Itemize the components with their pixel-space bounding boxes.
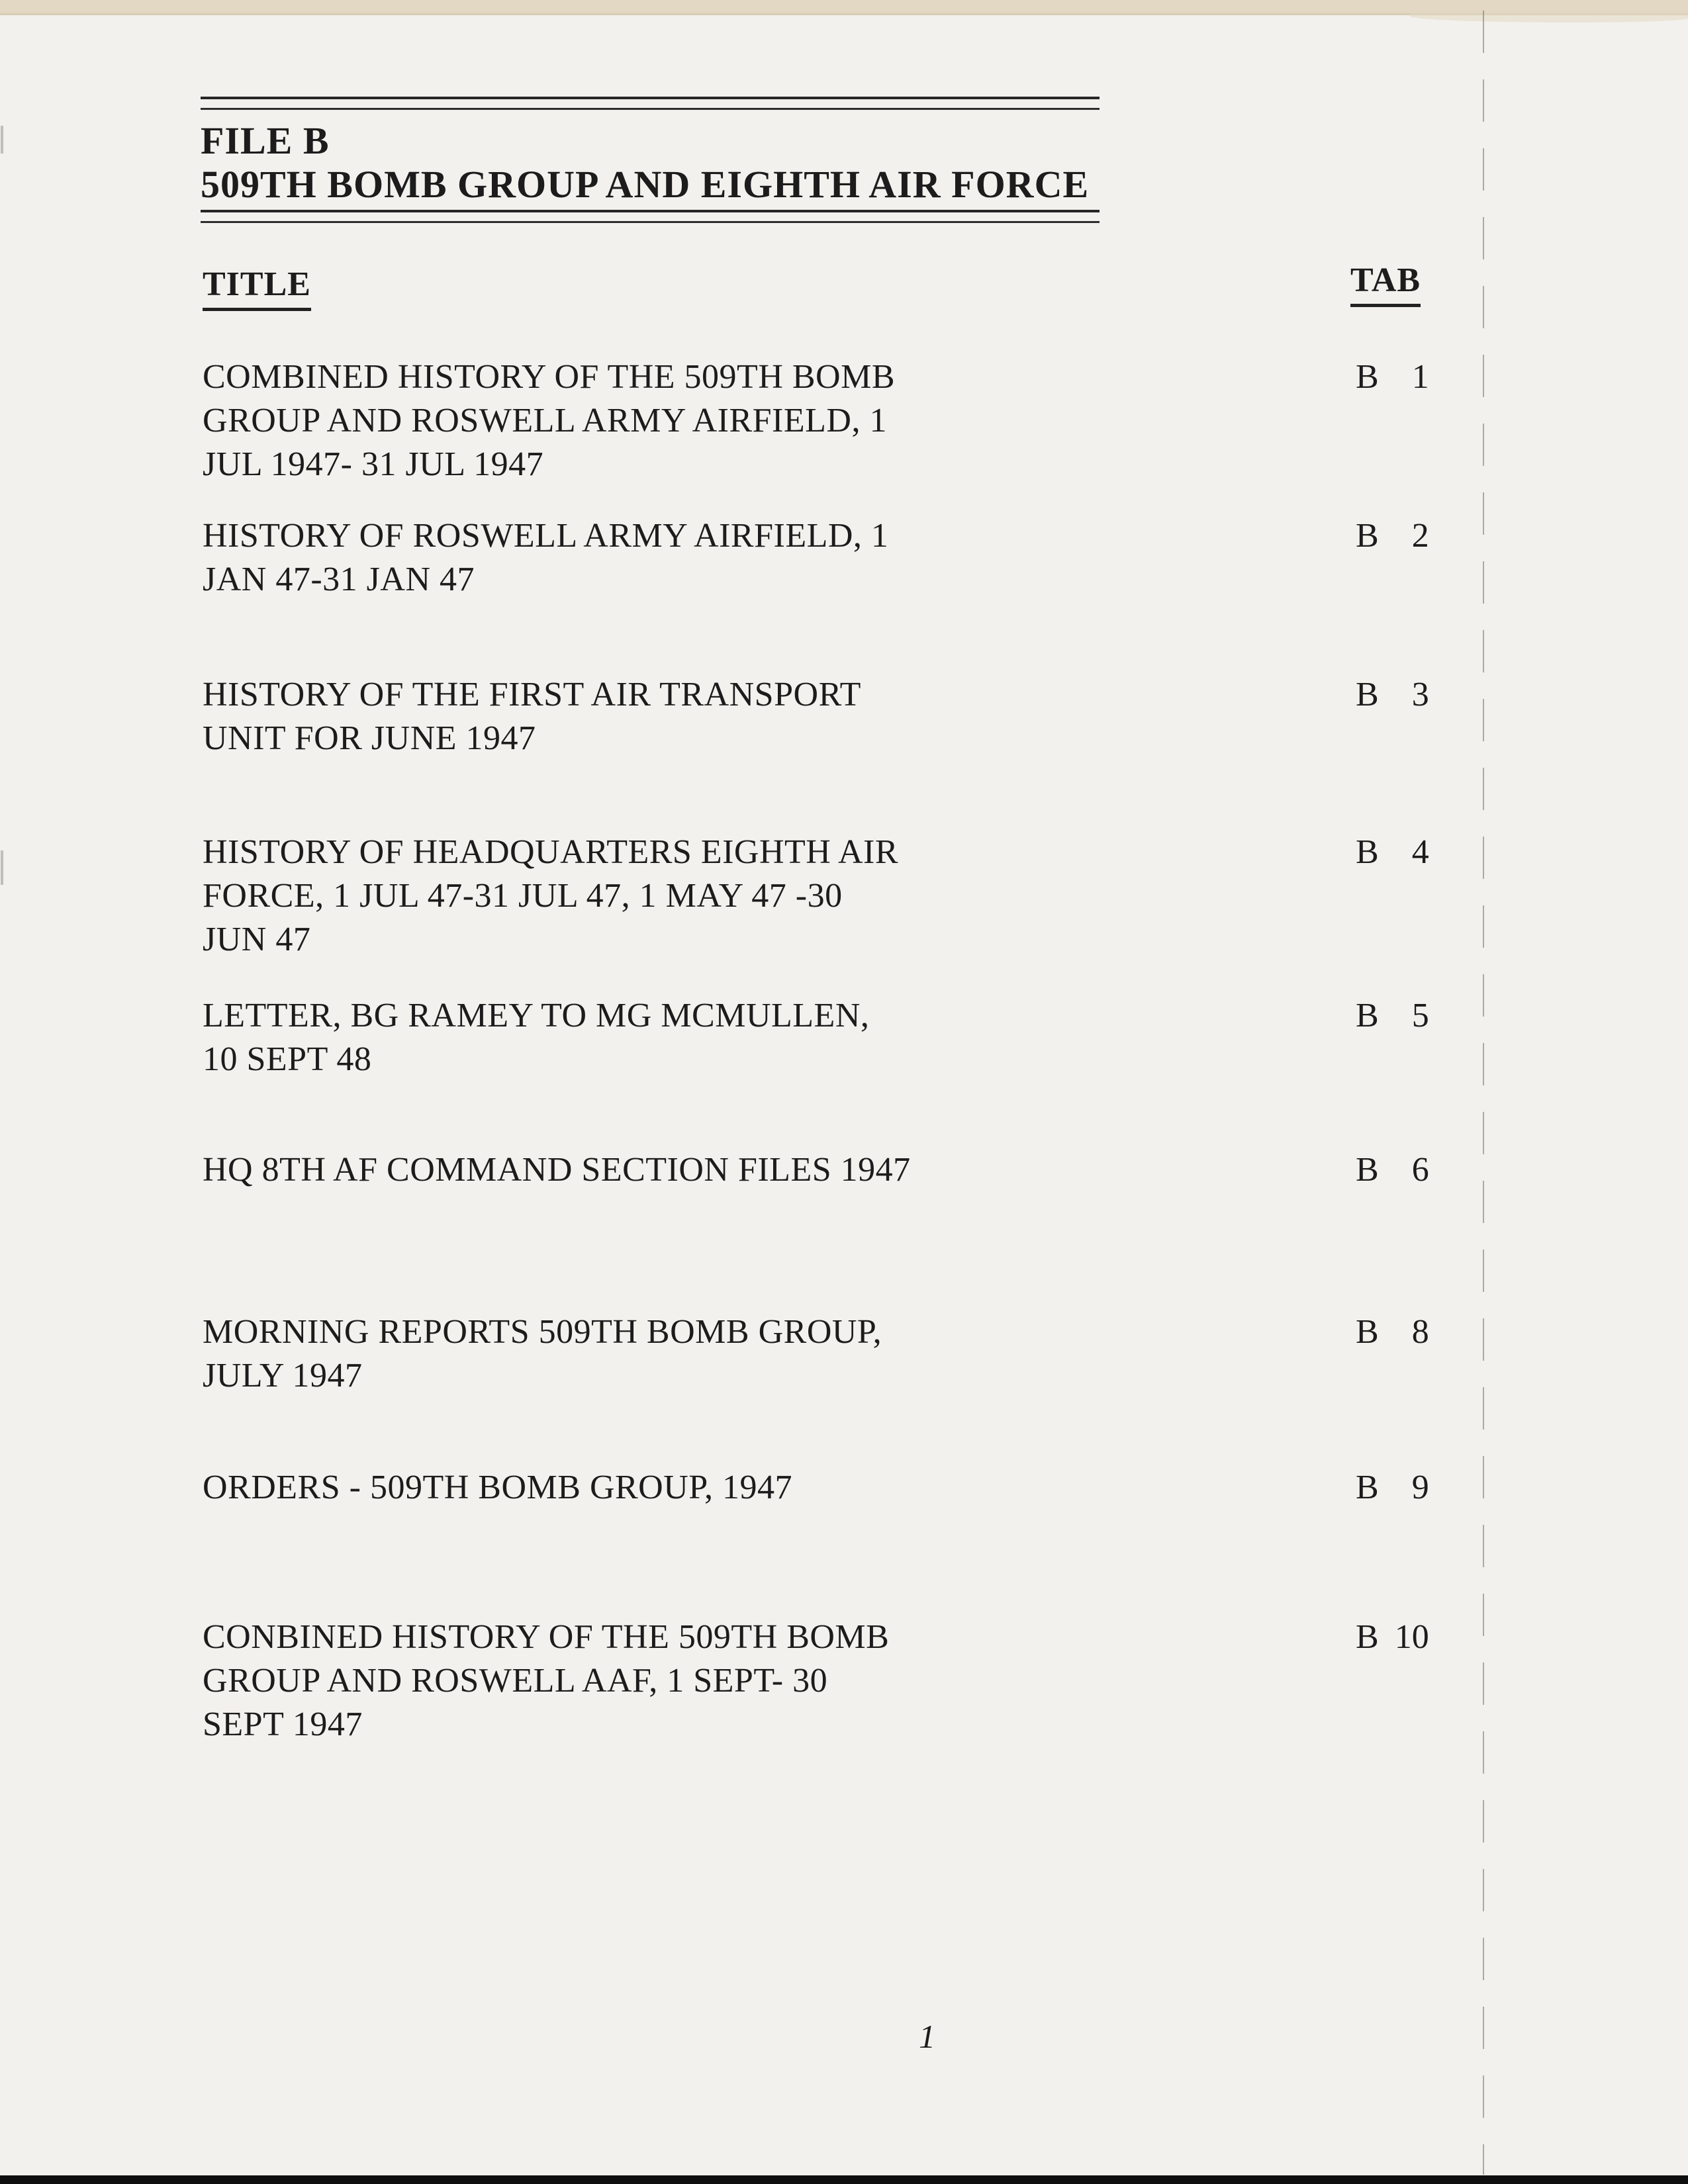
row-tab xyxy=(1356,994,1429,1038)
row-title-line: ORDERS - 509TH BOMB GROUP, 1947 xyxy=(203,1469,792,1506)
row-title-line: JUL 1947- 31 JUL 1947 xyxy=(203,445,544,483)
row-title-line: UNIT FOR JUNE 1947 xyxy=(203,719,536,757)
row-title-line: JULY 1947 xyxy=(203,1357,363,1394)
tab-letter: B xyxy=(1356,676,1379,713)
row-title-line: HISTORY OF HEADQUARTERS EIGHTH AIR xyxy=(203,833,899,871)
tab-letter: B xyxy=(1356,833,1379,871)
row-title-line: MORNING REPORTS 509TH BOMB GROUP, xyxy=(203,1313,882,1351)
toc-row xyxy=(203,994,1474,1081)
toc-row xyxy=(203,1466,1474,1510)
toc-row xyxy=(203,1310,1474,1398)
row-title-line: 10 SEPT 48 xyxy=(203,1040,372,1078)
row-title xyxy=(203,1148,1474,1192)
row-title xyxy=(203,831,1474,962)
toc-row xyxy=(203,831,1474,962)
tab-number: 2 xyxy=(1411,517,1429,555)
row-title xyxy=(203,514,1474,602)
page-title: 509TH BOMB GROUP AND EIGHTH AIR FORCE xyxy=(201,163,1090,206)
tab-letter: B xyxy=(1356,1313,1379,1351)
tab-number: 6 xyxy=(1411,1151,1429,1189)
page-number: 1 xyxy=(919,2018,935,2055)
row-title xyxy=(203,1310,1474,1398)
tab-number: 10 xyxy=(1394,1618,1429,1656)
row-tab xyxy=(1356,514,1429,558)
row-title xyxy=(203,994,1474,1081)
row-title-line: JUN 47 xyxy=(203,921,311,958)
tab-number: 1 xyxy=(1411,358,1429,396)
tab-letter: B xyxy=(1356,1469,1379,1506)
row-title-line: SEPT 1947 xyxy=(203,1706,363,1743)
tab-letter: B xyxy=(1356,358,1379,396)
scan-artifact-bottom-edge xyxy=(0,2175,1688,2184)
toc-row xyxy=(203,355,1474,486)
row-title-line: GROUP AND ROSWELL ARMY AIRFIELD, 1 xyxy=(203,402,887,439)
tab-number: 9 xyxy=(1411,1469,1429,1506)
row-title xyxy=(203,1466,1474,1510)
row-title-line: LETTER, BG RAMEY TO MG MCMULLEN, xyxy=(203,997,870,1034)
row-title-line: JAN 47-31 JAN 47 xyxy=(203,561,475,598)
tab-number: 5 xyxy=(1411,997,1429,1034)
row-tab xyxy=(1356,1615,1429,1659)
tab-letter: B xyxy=(1356,1151,1379,1189)
row-title-line: GROUP AND ROSWELL AAF, 1 SEPT- 30 xyxy=(203,1662,828,1700)
toc-row xyxy=(203,673,1474,760)
tab-letter: B xyxy=(1356,997,1379,1034)
column-header-title: TITLE xyxy=(203,265,311,311)
tab-number: 4 xyxy=(1411,833,1429,871)
row-title xyxy=(203,355,1474,486)
row-tab xyxy=(1356,355,1429,399)
row-tab xyxy=(1356,1466,1429,1510)
toc-row xyxy=(203,514,1474,602)
toc-row xyxy=(203,1148,1474,1192)
row-tab xyxy=(1356,1148,1429,1192)
toc-row xyxy=(203,1615,1474,1747)
row-title-line: COMBINED HISTORY OF THE 509TH BOMB xyxy=(203,358,896,396)
column-header-tab: TAB xyxy=(1350,261,1421,307)
tab-letter: B xyxy=(1356,1618,1379,1656)
row-title xyxy=(203,1615,1474,1747)
row-title-line: HQ 8TH AF COMMAND SECTION FILES 1947 xyxy=(203,1151,911,1189)
row-tab xyxy=(1356,831,1429,874)
tab-number: 3 xyxy=(1411,676,1429,713)
tab-number: 8 xyxy=(1411,1313,1429,1351)
file-label: FILE B xyxy=(201,119,330,162)
row-title-line: HISTORY OF ROSWELL ARMY AIRFIELD, 1 xyxy=(203,517,889,555)
row-title-line: CONBINED HISTORY OF THE 509TH BOMB xyxy=(203,1618,890,1656)
row-title-line: FORCE, 1 JUL 47-31 JUL 47, 1 MAY 47 -30 xyxy=(203,877,843,915)
row-tab xyxy=(1356,673,1429,717)
tab-letter: B xyxy=(1356,517,1379,555)
row-title-line: HISTORY OF THE FIRST AIR TRANSPORT xyxy=(203,676,861,713)
row-title xyxy=(203,673,1474,760)
row-tab xyxy=(1356,1310,1429,1354)
